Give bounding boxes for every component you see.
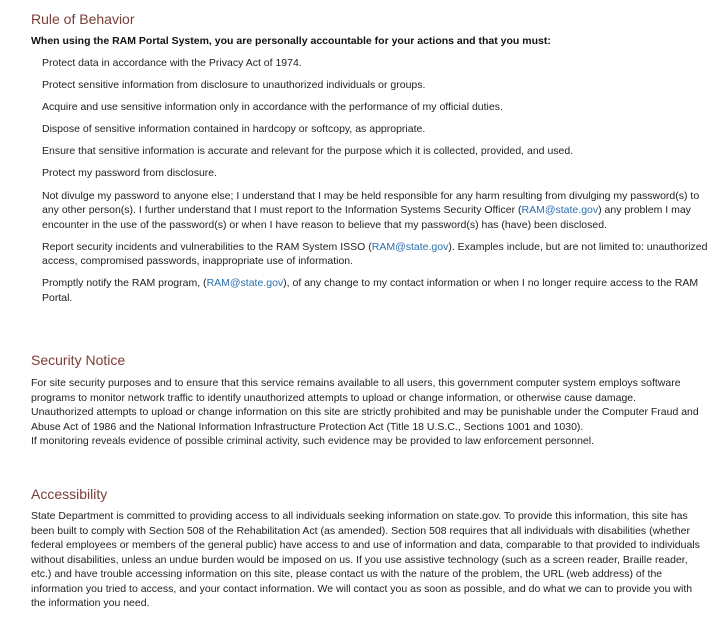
isso-email-link[interactable]: RAM@state.gov [521, 204, 599, 217]
list-item: Dispose of sensitive information contained in hardcopy or softcopy, as appropriate. [42, 123, 426, 136]
list-item-text: Report security incidents and vulnerabilities to the RAM System ISSO ( [42, 240, 372, 253]
list-item: Protect sensitive information from disclosure to unauthorized individuals or groups. [42, 79, 426, 92]
accessibility-body: State Department is committed to providing access to all individuals seeking information on state.gov. To provide this information, this site has been built to comply with Section 508 of the Rehabilitation Act (as amended). Section 508 requires that all individuals with disabilities (whether federal employees or members of the general public) have access to and use of information and data, comparable to that provided to individuals without disabilities, unless an undue burden would be imposed on us. If you use assistive technology (such as a screen reader, Braille reader, etc.) and have trouble accessing information on this site, please contact us with the nature of the problem, the URL (web address) of the information you tried to access, and your contact information. We will contact you as soon as possible, and do what we can to provide you with the information you need. [31, 510, 700, 609]
list-item-text: Promptly notify the RAM program, ( [42, 277, 207, 290]
list-item: Protect data in accordance with the Privacy Act of 1974. [42, 57, 302, 69]
list-item-text: ), of any change to my contact information or when I no longer require access to the RAM Portal. [42, 277, 699, 304]
list-item: Protect my password from disclosure. [42, 167, 218, 180]
list-item-text: ). Examples include, but are not limited to: unauthorized access, compromised passwords, inappropriate use of information. [42, 240, 708, 268]
list-item-text: Not divulge my password to anyone else; I understand that I may be held responsible for any harm resulting from divulging my password(s) to any other person(s). I further understand that I must report to the Information Systems Security Officer ( [42, 189, 700, 217]
accessibility-title: Accessibility [31, 486, 108, 502]
rule-of-behavior-intro: When using the RAM Portal System, you are personally accountable for your actions and that you must: [31, 35, 551, 47]
rule-of-behavior-list [42, 56, 712, 313]
security-notice-paragraph: If monitoring reveals evidence of possible criminal activity, such evidence may be provided to law enforcement personnel. [31, 435, 595, 447]
security-notice-title: Security Notice [31, 352, 126, 368]
list-item [42, 240, 712, 269]
list-item-text: ) any problem I may encounter in the use of the password(s) or when I have reason to believe that my password(s) has (have) been disclosed. [42, 204, 691, 231]
list-item: Acquire and use sensitive information only in accordance with the performance of my official duties. [42, 101, 503, 114]
security-notice-paragraph: For site security purposes and to ensure that this service remains available to all users, this government computer system employs software programs to monitor network traffic to identify unauthorized attempts to upload or change information, or otherwise cause damage. Unauthorized attempts to upload or change information on this site are strictly prohibited and may be punishable under the Computer Fraud and Abuse Act of 1986 and the National Information Infrastructure Protection Act (Title 18 U.S.C., Sections 1001 and 1030). [31, 377, 699, 433]
ram-isso-email-link[interactable]: RAM@state.gov [371, 240, 449, 253]
list-item [42, 189, 712, 233]
ram-program-email-link[interactable]: RAM@state.gov [206, 277, 284, 290]
security-notice-body [31, 376, 701, 449]
list-item: Ensure that sensitive information is accurate and relevant for the purpose which it is collected, provided, and used. [42, 145, 574, 158]
list-item [42, 276, 712, 305]
rule-of-behavior-title: Rule of Behavior [31, 11, 135, 27]
